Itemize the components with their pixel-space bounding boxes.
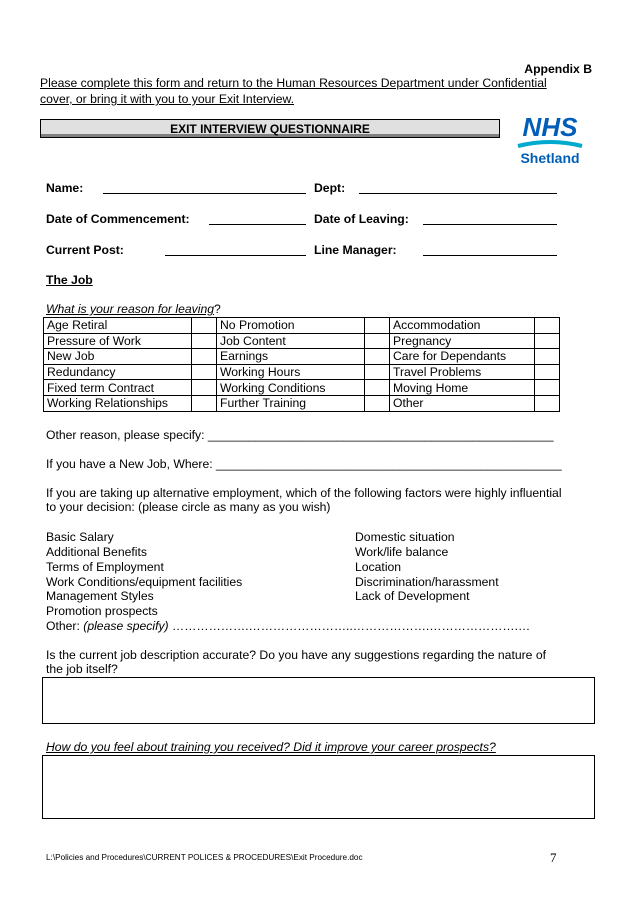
commencement-label: Date of Commencement:	[46, 212, 190, 226]
instruction-line-1: Please complete this form and return to the Human Resources Department under Confidential	[40, 76, 547, 90]
job-heading: The Job	[46, 273, 93, 287]
reason-checkbox[interactable]	[365, 333, 390, 349]
training-answer-box[interactable]	[42, 755, 595, 819]
table-row	[44, 380, 560, 396]
reason-label: Further Training	[217, 395, 365, 411]
new-job-field[interactable]: If you have a New Job, Where: ___________________________________________________	[46, 457, 562, 471]
reason-label: Other	[390, 395, 535, 411]
reason-label: Pressure of Work	[44, 333, 192, 349]
reason-label: Pregnancy	[390, 333, 535, 349]
job-description-question-line-1: Is the current job description accurate? Do you have any suggestions regarding the nature of	[46, 648, 546, 662]
reason-label: Age Retiral	[44, 318, 192, 334]
factor-option[interactable]: Lack of Development	[355, 589, 470, 603]
leaving-field[interactable]	[423, 224, 557, 225]
name-field[interactable]	[103, 193, 306, 194]
reason-label: Care for Dependants	[390, 349, 535, 365]
name-label: Name:	[46, 181, 84, 195]
leaving-label: Date of Leaving:	[314, 212, 409, 226]
banner-title: EXIT INTERVIEW QUESTIONNAIRE	[170, 122, 370, 136]
reason-checkbox[interactable]	[535, 318, 560, 334]
reason-label: Working Conditions	[217, 380, 365, 396]
reason-label: Job Content	[217, 333, 365, 349]
nhs-logo-graphic	[508, 110, 592, 170]
nhs-logo-text: NHS	[522, 112, 578, 142]
factor-option[interactable]: Promotion prospects	[46, 604, 158, 618]
table-row	[44, 318, 560, 334]
footer-path: L:\Policies and Procedures\CURRENT POLICES & PROCEDURES\Exit Procedure.doc	[46, 853, 363, 862]
factor-option[interactable]: Location	[355, 560, 402, 574]
reason-checkbox[interactable]	[535, 333, 560, 349]
job-description-answer-box[interactable]	[42, 677, 595, 724]
factor-option[interactable]: Work Conditions/equipment facilities	[46, 575, 243, 589]
reason-label: Fixed term Contract	[44, 380, 192, 396]
reason-checkbox[interactable]	[535, 380, 560, 396]
line-manager-field[interactable]	[423, 255, 557, 256]
reason-label: Moving Home	[390, 380, 535, 396]
factor-option[interactable]: Basic Salary	[46, 530, 114, 544]
reason-question-text: What is your reason for leaving	[46, 302, 214, 316]
nhs-logo	[508, 110, 592, 170]
appendix-label: Appendix B	[524, 62, 592, 76]
page-number: 7	[550, 850, 557, 865]
factor-other-dots: ……………….……………………..……………….………………….…	[172, 619, 531, 633]
reason-label: Redundancy	[44, 364, 192, 380]
factor-option[interactable]: Terms of Employment	[46, 560, 164, 574]
reason-label: Earnings	[217, 349, 365, 365]
reason-checkbox[interactable]	[365, 318, 390, 334]
table-row	[44, 333, 560, 349]
table-row	[44, 395, 560, 411]
dept-field[interactable]	[359, 193, 557, 194]
table-row	[44, 349, 560, 365]
nhs-logo-region: Shetland	[520, 150, 580, 166]
factor-option[interactable]: Work/life balance	[355, 545, 449, 559]
factors-intro-line-1: If you are taking up alternative employment, which of the following factors were highly influential	[46, 486, 562, 500]
factor-option[interactable]: Domestic situation	[355, 530, 455, 544]
reason-label: Working Relationships	[44, 395, 192, 411]
reason-checkbox[interactable]	[365, 364, 390, 380]
reasons-table	[43, 317, 560, 412]
instruction-line-2: cover, or bring it with you to your Exit Interview.	[40, 92, 295, 106]
reason-checkbox[interactable]	[365, 395, 390, 411]
factor-option[interactable]: Discrimination/harassment	[355, 575, 499, 589]
commencement-field[interactable]	[209, 224, 306, 225]
dept-label: Dept:	[314, 181, 346, 195]
reason-checkbox[interactable]	[192, 318, 217, 334]
factor-option[interactable]: Additional Benefits	[46, 545, 147, 559]
factors-intro-line-2: to your decision: (please circle as many as you wish)	[46, 500, 331, 514]
job-description-question-line-2: the job itself?	[46, 662, 118, 676]
reason-label: No Promotion	[217, 318, 365, 334]
factor-option[interactable]: Management Styles	[46, 589, 154, 603]
reason-checkbox[interactable]	[192, 395, 217, 411]
reason-checkbox[interactable]	[535, 364, 560, 380]
factor-other-label: Other:	[46, 619, 80, 633]
factor-other-hint: (please specify)	[83, 619, 169, 633]
reason-checkbox[interactable]	[365, 349, 390, 365]
reason-checkbox[interactable]	[192, 349, 217, 365]
other-reason-field[interactable]: Other reason, please specify: ___________________________________________________	[46, 428, 554, 442]
reason-checkbox[interactable]	[192, 364, 217, 380]
reason-checkbox[interactable]	[535, 395, 560, 411]
questionnaire-banner	[40, 119, 500, 138]
reason-label: Working Hours	[217, 364, 365, 380]
line-manager-label: Line Manager:	[314, 243, 397, 257]
reason-label: New Job	[44, 349, 192, 365]
factor-other[interactable]	[46, 619, 530, 633]
current-post-label: Current Post:	[46, 243, 124, 257]
reason-label: Accommodation	[390, 318, 535, 334]
reason-checkbox[interactable]	[192, 333, 217, 349]
reason-checkbox[interactable]	[192, 380, 217, 396]
current-post-field[interactable]	[165, 255, 306, 256]
reason-checkbox[interactable]	[535, 349, 560, 365]
table-row	[44, 364, 560, 380]
reason-checkbox[interactable]	[365, 380, 390, 396]
reason-label: Travel Problems	[390, 364, 535, 380]
reason-question-mark: ?	[214, 302, 221, 316]
reason-question	[46, 302, 221, 316]
wave-icon	[518, 142, 582, 146]
training-question: How do you feel about training you received? Did it improve your career prospects?	[46, 740, 496, 754]
